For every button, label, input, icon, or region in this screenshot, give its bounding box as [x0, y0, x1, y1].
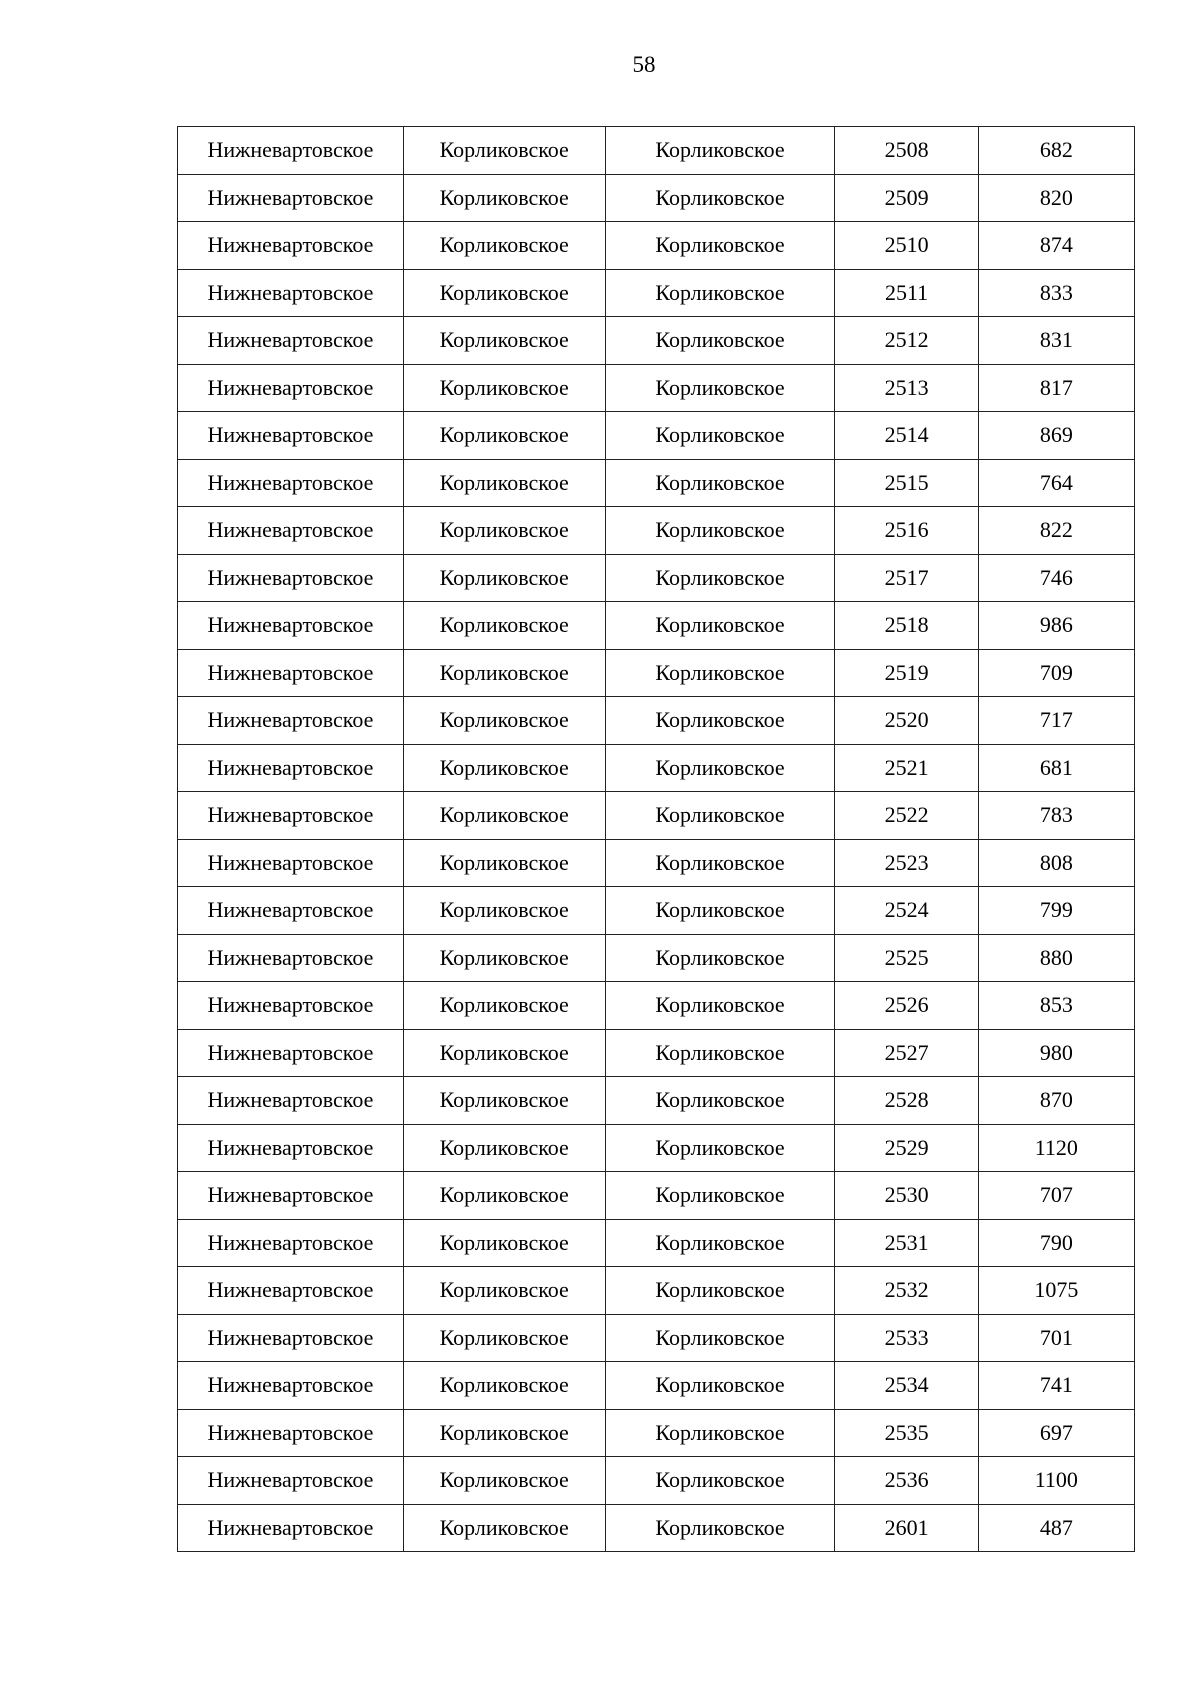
value-cell: 717 — [978, 697, 1134, 745]
value-cell: 701 — [978, 1314, 1134, 1362]
number-cell: 2601 — [835, 1504, 978, 1552]
data-table — [177, 126, 1135, 1552]
district-cell: Нижневартовское — [178, 412, 404, 460]
district-cell: Нижневартовское — [178, 602, 404, 650]
number-cell: 2521 — [835, 744, 978, 792]
table-row — [178, 1504, 1135, 1552]
table-row — [178, 982, 1135, 1030]
area-cell: Корликовское — [605, 982, 835, 1030]
field-cell: Корликовское — [403, 269, 605, 317]
district-cell: Нижневартовское — [178, 1219, 404, 1267]
field-cell: Корликовское — [403, 554, 605, 602]
table-row — [178, 887, 1135, 935]
district-cell: Нижневартовское — [178, 744, 404, 792]
area-cell: Корликовское — [605, 1029, 835, 1077]
field-cell: Корликовское — [403, 602, 605, 650]
table-row — [178, 697, 1135, 745]
number-cell: 2525 — [835, 934, 978, 982]
district-cell: Нижневартовское — [178, 127, 404, 175]
value-cell: 833 — [978, 269, 1134, 317]
value-cell: 707 — [978, 1172, 1134, 1220]
number-cell: 2517 — [835, 554, 978, 602]
value-cell: 746 — [978, 554, 1134, 602]
field-cell: Корликовское — [403, 744, 605, 792]
area-cell: Корликовское — [605, 412, 835, 460]
table-row — [178, 792, 1135, 840]
number-cell: 2509 — [835, 174, 978, 222]
field-cell: Корликовское — [403, 222, 605, 270]
area-cell: Корликовское — [605, 934, 835, 982]
area-cell: Корликовское — [605, 744, 835, 792]
area-cell: Корликовское — [605, 887, 835, 935]
area-cell: Корликовское — [605, 364, 835, 412]
page-number: 58 — [632, 52, 656, 77]
table-row — [178, 364, 1135, 412]
value-cell: 697 — [978, 1409, 1134, 1457]
table-row — [178, 1124, 1135, 1172]
district-cell: Нижневартовское — [178, 1314, 404, 1362]
number-cell: 2508 — [835, 127, 978, 175]
value-cell: 822 — [978, 507, 1134, 555]
number-cell: 2523 — [835, 839, 978, 887]
number-cell: 2520 — [835, 697, 978, 745]
value-cell: 808 — [978, 839, 1134, 887]
field-cell: Корликовское — [403, 1409, 605, 1457]
district-cell: Нижневартовское — [178, 792, 404, 840]
number-cell: 2518 — [835, 602, 978, 650]
district-cell: Нижневартовское — [178, 697, 404, 745]
number-cell: 2516 — [835, 507, 978, 555]
field-cell: Корликовское — [403, 174, 605, 222]
value-cell: 1100 — [978, 1457, 1134, 1505]
field-cell: Корликовское — [403, 412, 605, 460]
district-cell: Нижневартовское — [178, 934, 404, 982]
table-row — [178, 222, 1135, 270]
area-cell: Корликовское — [605, 1267, 835, 1315]
area-cell: Корликовское — [605, 127, 835, 175]
value-cell: 682 — [978, 127, 1134, 175]
area-cell: Корликовское — [605, 317, 835, 365]
table-row — [178, 459, 1135, 507]
number-cell: 2512 — [835, 317, 978, 365]
district-cell: Нижневартовское — [178, 1409, 404, 1457]
number-cell: 2519 — [835, 649, 978, 697]
number-cell: 2529 — [835, 1124, 978, 1172]
district-cell: Нижневартовское — [178, 649, 404, 697]
field-cell: Корликовское — [403, 507, 605, 555]
field-cell: Корликовское — [403, 649, 605, 697]
table-row — [178, 317, 1135, 365]
table-row — [178, 649, 1135, 697]
field-cell: Корликовское — [403, 1504, 605, 1552]
area-cell: Корликовское — [605, 174, 835, 222]
table-row — [178, 1172, 1135, 1220]
number-cell: 2527 — [835, 1029, 978, 1077]
area-cell: Корликовское — [605, 1409, 835, 1457]
value-cell: 831 — [978, 317, 1134, 365]
field-cell: Корликовское — [403, 792, 605, 840]
number-cell: 2533 — [835, 1314, 978, 1362]
table-row — [178, 934, 1135, 982]
district-cell: Нижневартовское — [178, 222, 404, 270]
field-cell: Корликовское — [403, 982, 605, 1030]
value-cell: 783 — [978, 792, 1134, 840]
district-cell: Нижневартовское — [178, 1172, 404, 1220]
district-cell: Нижневартовское — [178, 887, 404, 935]
value-cell: 817 — [978, 364, 1134, 412]
table-row — [178, 554, 1135, 602]
field-cell: Корликовское — [403, 317, 605, 365]
value-cell: 681 — [978, 744, 1134, 792]
table-row — [178, 839, 1135, 887]
table-row — [178, 1077, 1135, 1125]
field-cell: Корликовское — [403, 839, 605, 887]
table-row — [178, 1409, 1135, 1457]
area-cell: Корликовское — [605, 1172, 835, 1220]
area-cell: Корликовское — [605, 792, 835, 840]
district-cell: Нижневартовское — [178, 1362, 404, 1410]
number-cell: 2528 — [835, 1077, 978, 1125]
number-cell: 2514 — [835, 412, 978, 460]
number-cell: 2526 — [835, 982, 978, 1030]
field-cell: Корликовское — [403, 459, 605, 507]
table-row — [178, 1219, 1135, 1267]
district-cell: Нижневартовское — [178, 982, 404, 1030]
district-cell: Нижневартовское — [178, 269, 404, 317]
table-body — [178, 127, 1135, 1552]
value-cell: 709 — [978, 649, 1134, 697]
field-cell: Корликовское — [403, 934, 605, 982]
table-row — [178, 1029, 1135, 1077]
value-cell: 986 — [978, 602, 1134, 650]
area-cell: Корликовское — [605, 269, 835, 317]
table-row — [178, 1267, 1135, 1315]
field-cell: Корликовское — [403, 697, 605, 745]
number-cell: 2535 — [835, 1409, 978, 1457]
district-cell: Нижневартовское — [178, 554, 404, 602]
field-cell: Корликовское — [403, 1219, 605, 1267]
field-cell: Корликовское — [403, 1029, 605, 1077]
district-cell: Нижневартовское — [178, 317, 404, 365]
number-cell: 2515 — [835, 459, 978, 507]
number-cell: 2536 — [835, 1457, 978, 1505]
table-row — [178, 1362, 1135, 1410]
table-row — [178, 602, 1135, 650]
field-cell: Корликовское — [403, 1172, 605, 1220]
area-cell: Корликовское — [605, 1504, 835, 1552]
value-cell: 980 — [978, 1029, 1134, 1077]
table-row — [178, 1314, 1135, 1362]
field-cell: Корликовское — [403, 127, 605, 175]
table-row — [178, 127, 1135, 175]
district-cell: Нижневартовское — [178, 1267, 404, 1315]
district-cell: Нижневартовское — [178, 459, 404, 507]
value-cell: 790 — [978, 1219, 1134, 1267]
area-cell: Корликовское — [605, 839, 835, 887]
area-cell: Корликовское — [605, 459, 835, 507]
district-cell: Нижневартовское — [178, 1504, 404, 1552]
area-cell: Корликовское — [605, 1457, 835, 1505]
value-cell: 1120 — [978, 1124, 1134, 1172]
number-cell: 2534 — [835, 1362, 978, 1410]
area-cell: Корликовское — [605, 649, 835, 697]
district-cell: Нижневартовское — [178, 1457, 404, 1505]
area-cell: Корликовское — [605, 1314, 835, 1362]
value-cell: 487 — [978, 1504, 1134, 1552]
table-row — [178, 269, 1135, 317]
area-cell: Корликовское — [605, 697, 835, 745]
field-cell: Корликовское — [403, 1124, 605, 1172]
area-cell: Корликовское — [605, 602, 835, 650]
district-cell: Нижневартовское — [178, 364, 404, 412]
table-row — [178, 412, 1135, 460]
number-cell: 2531 — [835, 1219, 978, 1267]
table-row — [178, 507, 1135, 555]
table-row — [178, 174, 1135, 222]
field-cell: Корликовское — [403, 1314, 605, 1362]
value-cell: 853 — [978, 982, 1134, 1030]
area-cell: Корликовское — [605, 1362, 835, 1410]
district-cell: Нижневартовское — [178, 1124, 404, 1172]
area-cell: Корликовское — [605, 1124, 835, 1172]
number-cell: 2511 — [835, 269, 978, 317]
value-cell: 874 — [978, 222, 1134, 270]
field-cell: Корликовское — [403, 1362, 605, 1410]
district-cell: Нижневартовское — [178, 507, 404, 555]
district-cell: Нижневартовское — [178, 839, 404, 887]
value-cell: 799 — [978, 887, 1134, 935]
field-cell: Корликовское — [403, 1457, 605, 1505]
area-cell: Корликовское — [605, 554, 835, 602]
area-cell: Корликовское — [605, 1077, 835, 1125]
field-cell: Корликовское — [403, 1077, 605, 1125]
district-cell: Нижневартовское — [178, 1077, 404, 1125]
district-cell: Нижневартовское — [178, 1029, 404, 1077]
table-row — [178, 1457, 1135, 1505]
number-cell: 2524 — [835, 887, 978, 935]
table-row — [178, 744, 1135, 792]
value-cell: 1075 — [978, 1267, 1134, 1315]
value-cell: 880 — [978, 934, 1134, 982]
number-cell: 2530 — [835, 1172, 978, 1220]
field-cell: Корликовское — [403, 887, 605, 935]
value-cell: 764 — [978, 459, 1134, 507]
value-cell: 870 — [978, 1077, 1134, 1125]
value-cell: 869 — [978, 412, 1134, 460]
area-cell: Корликовское — [605, 507, 835, 555]
number-cell: 2513 — [835, 364, 978, 412]
number-cell: 2522 — [835, 792, 978, 840]
area-cell: Корликовское — [605, 1219, 835, 1267]
district-cell: Нижневартовское — [178, 174, 404, 222]
area-cell: Корликовское — [605, 222, 835, 270]
number-cell: 2532 — [835, 1267, 978, 1315]
value-cell: 820 — [978, 174, 1134, 222]
field-cell: Корликовское — [403, 1267, 605, 1315]
value-cell: 741 — [978, 1362, 1134, 1410]
number-cell: 2510 — [835, 222, 978, 270]
field-cell: Корликовское — [403, 364, 605, 412]
